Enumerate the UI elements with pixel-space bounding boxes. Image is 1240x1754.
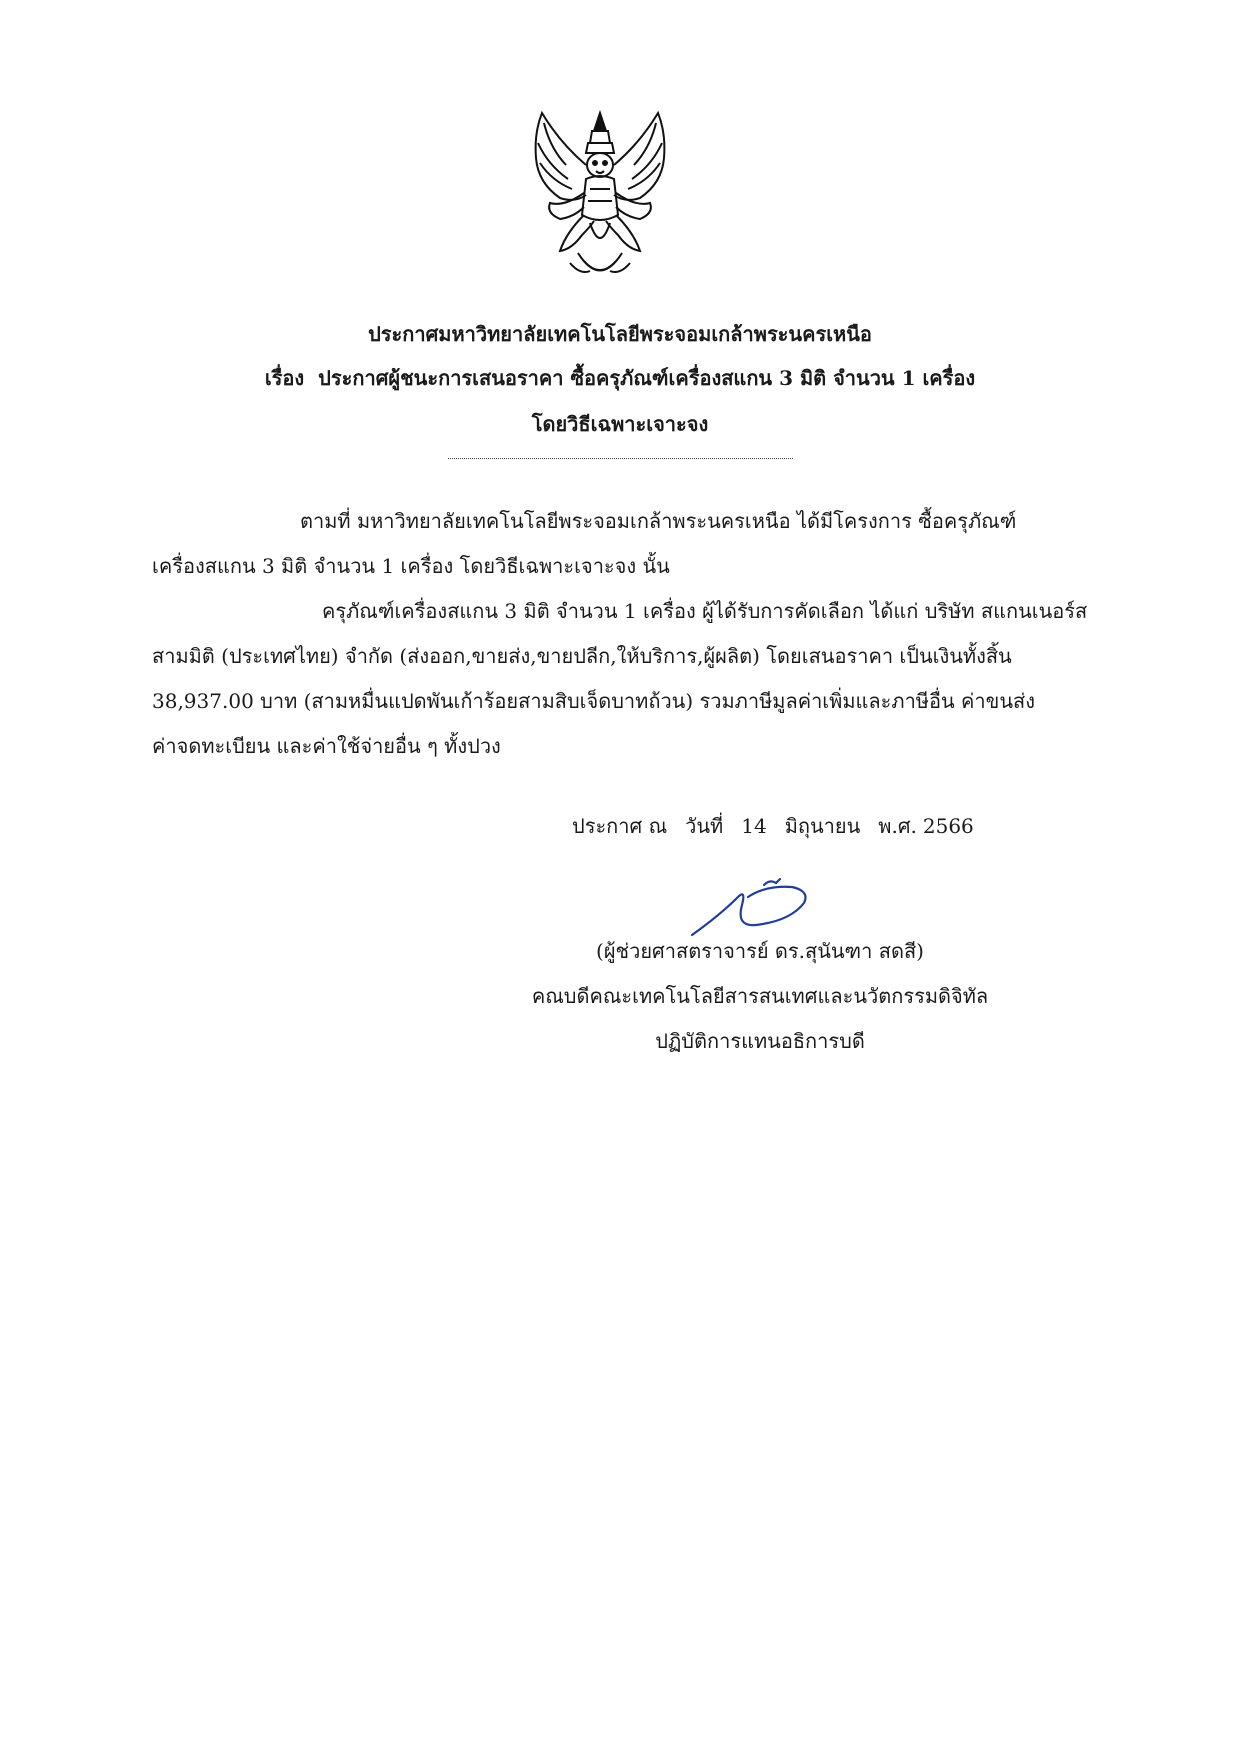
announcement-date [572, 810, 992, 842]
paragraph-2-line-1: ครุภัณฑ์เครื่องสแกน 3 มิติ จำนวน 1 เครื่อง ผู้ได้รับการคัดเลือก ได้แก่ บริษัท สแกนเนอร์ส [322, 599, 1088, 623]
paragraph-2-line-2: สามมิติ (ประเทศไทย) จำกัด (ส่งออก,ขายส่ง,ขายปลีก,ให้บริการ,ผู้ผลิต) โดยเสนอราคา เป็นเงินทั้งสิ้น [152, 644, 1012, 668]
paragraph-2-line-4: ค่าจดทะเบียน และค่าใช้จ่ายอื่น ๆ ทั้งปวง [152, 734, 501, 758]
subject-text: ประกาศผู้ชนะการเสนอราคา ซื้อครุภัณฑ์เครื่องสแกน 3 มิติ จำนวน 1 เครื่อง [318, 366, 976, 390]
announcement-subject [0, 362, 1240, 394]
era-label: พ.ศ. [878, 814, 917, 838]
paragraph-1-line-1: ตามที่ มหาวิทยาลัยเทคโนโลยีพระจอมเกล้าพระนครเหนือ ได้มีโครงการ ซื้อครุภัณฑ์ [300, 509, 1017, 533]
month-value: มิถุนายน [784, 814, 861, 838]
paragraph-1-line-2: เครื่องสแกน 3 มิติ จำนวน 1 เครื่อง โดยวิธีเฉพาะเจาะจง นั้น [152, 554, 670, 578]
day-value: 14 [741, 814, 767, 838]
procurement-method: โดยวิธีเฉพาะเจาะจง [531, 412, 709, 436]
signatory-acting-role: ปฏิบัติการแทนอธิการบดี [655, 1029, 865, 1053]
subject-label: เรื่อง [264, 366, 305, 390]
announcement-title: ประกาศมหาวิทยาลัยเทคโนโลยีพระจอมเกล้าพระนครเหนือ [368, 322, 872, 346]
year-value: 2566 [922, 814, 974, 838]
paragraph-2-line-3: 38,937.00 บาท (สามหมื่นแปดพันเก้าร้อยสามสิบเจ็ดบาทถ้วน) รวมภาษีมูลค่าเพิ่มและภาษีอื่น ค่าขนส่ง [152, 689, 1035, 713]
day-label: วันที่ [685, 814, 724, 838]
header-divider [448, 458, 793, 459]
signatory-position: คณบดีคณะเทคโนโลยีสารสนเทศและนวัตกรรมดิจิทัล [531, 984, 989, 1008]
signatory-name: (ผู้ช่วยศาสตราจารย์ ดร.สุนันฑา สดสี) [596, 939, 924, 963]
announce-label: ประกาศ ณ [572, 814, 668, 838]
garuda-emblem-icon [520, 103, 680, 288]
